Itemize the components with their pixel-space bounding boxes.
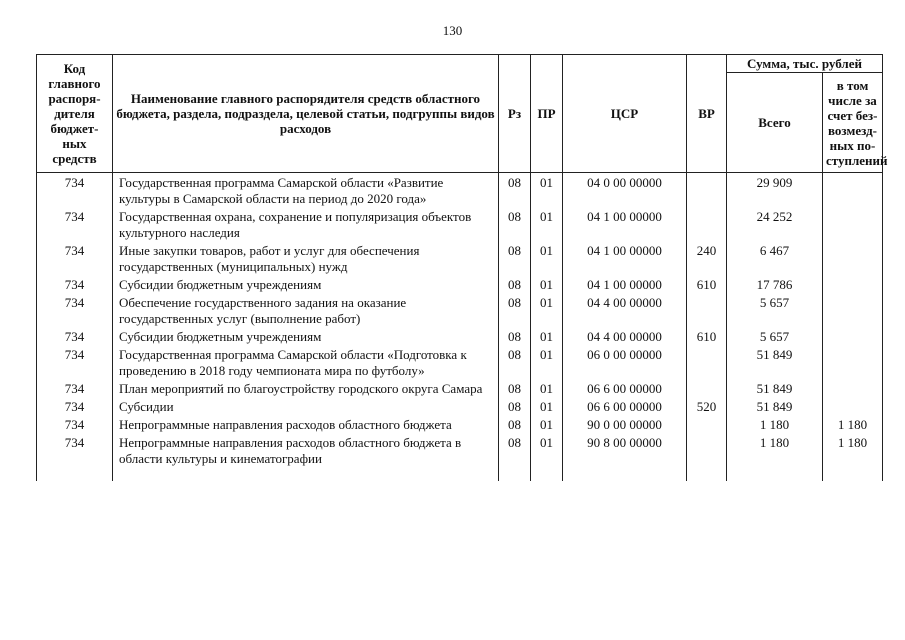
cell-grat [823,294,883,328]
cell-code: 734 [37,294,113,328]
cell-total: 1 180 [727,434,823,481]
cell-rz: 08 [499,208,531,242]
cell-code: 734 [37,434,113,481]
cell-pr: 01 [531,416,563,434]
cell-grat: 1 180 [823,434,883,481]
cell-total: 51 849 [727,346,823,380]
table-body [37,173,883,482]
cell-rz: 08 [499,380,531,398]
cell-pr: 01 [531,434,563,481]
cell-name: Обеспечение государственного задания на оказание государственных услуг (выполнение работ) [113,294,499,328]
cell-pr: 01 [531,242,563,276]
table-row [37,434,883,481]
budget-table [36,54,888,481]
cell-rz: 08 [499,434,531,481]
cell-code: 734 [37,208,113,242]
cell-vr [687,208,727,242]
cell-csr: 06 6 00 00000 [563,380,687,398]
table-row [37,173,883,209]
header-code: Код главного распоря- дителя бюджет- ных средств [37,55,113,173]
cell-name: Непрограммные направления расходов областного бюджета [113,416,499,434]
cell-vr: 610 [687,276,727,294]
cell-rz: 08 [499,276,531,294]
cell-csr: 90 0 00 00000 [563,416,687,434]
cell-vr: 240 [687,242,727,276]
cell-name: Непрограммные направления расходов областного бюджета в области культуры и кинематографии [113,434,499,481]
cell-csr: 04 1 00 00000 [563,208,687,242]
cell-vr: 520 [687,398,727,416]
cell-name: Государственная охрана, сохранение и популяризация объектов культурного наследия [113,208,499,242]
table-row [37,208,883,242]
header-name: Наименование главного распорядителя средств областного бюджета, раздела, подраздела, целевой статьи, подгруппы видов расходов [113,55,499,173]
cell-rz: 08 [499,346,531,380]
cell-total: 29 909 [727,173,823,209]
cell-name: Государственная программа Самарской области «Подготовка к проведению в 2018 году чемпионата мира по футболу» [113,346,499,380]
cell-csr: 04 4 00 00000 [563,328,687,346]
cell-grat [823,242,883,276]
cell-rz: 08 [499,328,531,346]
cell-vr [687,294,727,328]
cell-rz: 08 [499,242,531,276]
cell-code: 734 [37,416,113,434]
cell-csr: 06 0 00 00000 [563,346,687,380]
cell-pr: 01 [531,173,563,209]
cell-total: 5 657 [727,328,823,346]
cell-pr: 01 [531,380,563,398]
cell-total: 6 467 [727,242,823,276]
cell-csr: 04 4 00 00000 [563,294,687,328]
cell-vr [687,173,727,209]
cell-code: 734 [37,346,113,380]
cell-total: 5 657 [727,294,823,328]
cell-csr: 04 1 00 00000 [563,276,687,294]
cell-vr [687,434,727,481]
cell-pr: 01 [531,328,563,346]
cell-code: 734 [37,398,113,416]
table-row [37,416,883,434]
cell-grat [823,276,883,294]
header-sum: Сумма, тыс. рублей [727,55,883,73]
table-row [37,276,883,294]
cell-rz: 08 [499,416,531,434]
cell-grat [823,208,883,242]
cell-rz: 08 [499,173,531,209]
cell-name: План мероприятий по благоустройству городского округа Самара [113,380,499,398]
cell-code: 734 [37,173,113,209]
cell-csr: 04 0 00 00000 [563,173,687,209]
cell-vr [687,416,727,434]
cell-vr: 610 [687,328,727,346]
cell-csr: 04 1 00 00000 [563,242,687,276]
cell-grat [823,346,883,380]
cell-name: Государственная программа Самарской области «Развитие культуры в Самарской области на период до 2020 года» [113,173,499,209]
table-row [37,328,883,346]
page-number: 130 [442,23,463,38]
table-row [37,346,883,380]
cell-code: 734 [37,380,113,398]
cell-name: Субсидии [113,398,499,416]
header-rz: Рз [499,55,531,173]
table-row [37,294,883,328]
cell-total: 24 252 [727,208,823,242]
header-csr: ЦСР [563,55,687,173]
cell-grat [823,173,883,209]
table-header [37,55,888,173]
cell-code: 734 [37,328,113,346]
table-row [37,398,883,416]
cell-name: Субсидии бюджетным учреждениям [113,328,499,346]
header-pr: ПР [531,55,563,173]
cell-total: 51 849 [727,398,823,416]
cell-grat: 1 180 [823,416,883,434]
cell-pr: 01 [531,398,563,416]
cell-vr [687,380,727,398]
header-grat: в том числе за счет без- возмезд- ных по- ступлений [823,73,883,173]
table-row [37,242,883,276]
cell-grat [823,380,883,398]
header-total: Всего [727,73,823,173]
table-row [37,380,883,398]
cell-pr: 01 [531,346,563,380]
header-vr: ВР [687,55,727,173]
cell-code: 734 [37,276,113,294]
cell-name: Иные закупки товаров, работ и услуг для обеспечения государственных (муниципальных) нужд [113,242,499,276]
cell-total: 1 180 [727,416,823,434]
cell-rz: 08 [499,398,531,416]
cell-pr: 01 [531,276,563,294]
cell-name: Субсидии бюджетным учреждениям [113,276,499,294]
cell-pr: 01 [531,294,563,328]
cell-total: 51 849 [727,380,823,398]
cell-csr: 06 6 00 00000 [563,398,687,416]
cell-total: 17 786 [727,276,823,294]
cell-pr: 01 [531,208,563,242]
cell-csr: 90 8 00 00000 [563,434,687,481]
cell-grat [823,398,883,416]
cell-grat [823,328,883,346]
cell-code: 734 [37,242,113,276]
cell-rz: 08 [499,294,531,328]
cell-vr [687,346,727,380]
